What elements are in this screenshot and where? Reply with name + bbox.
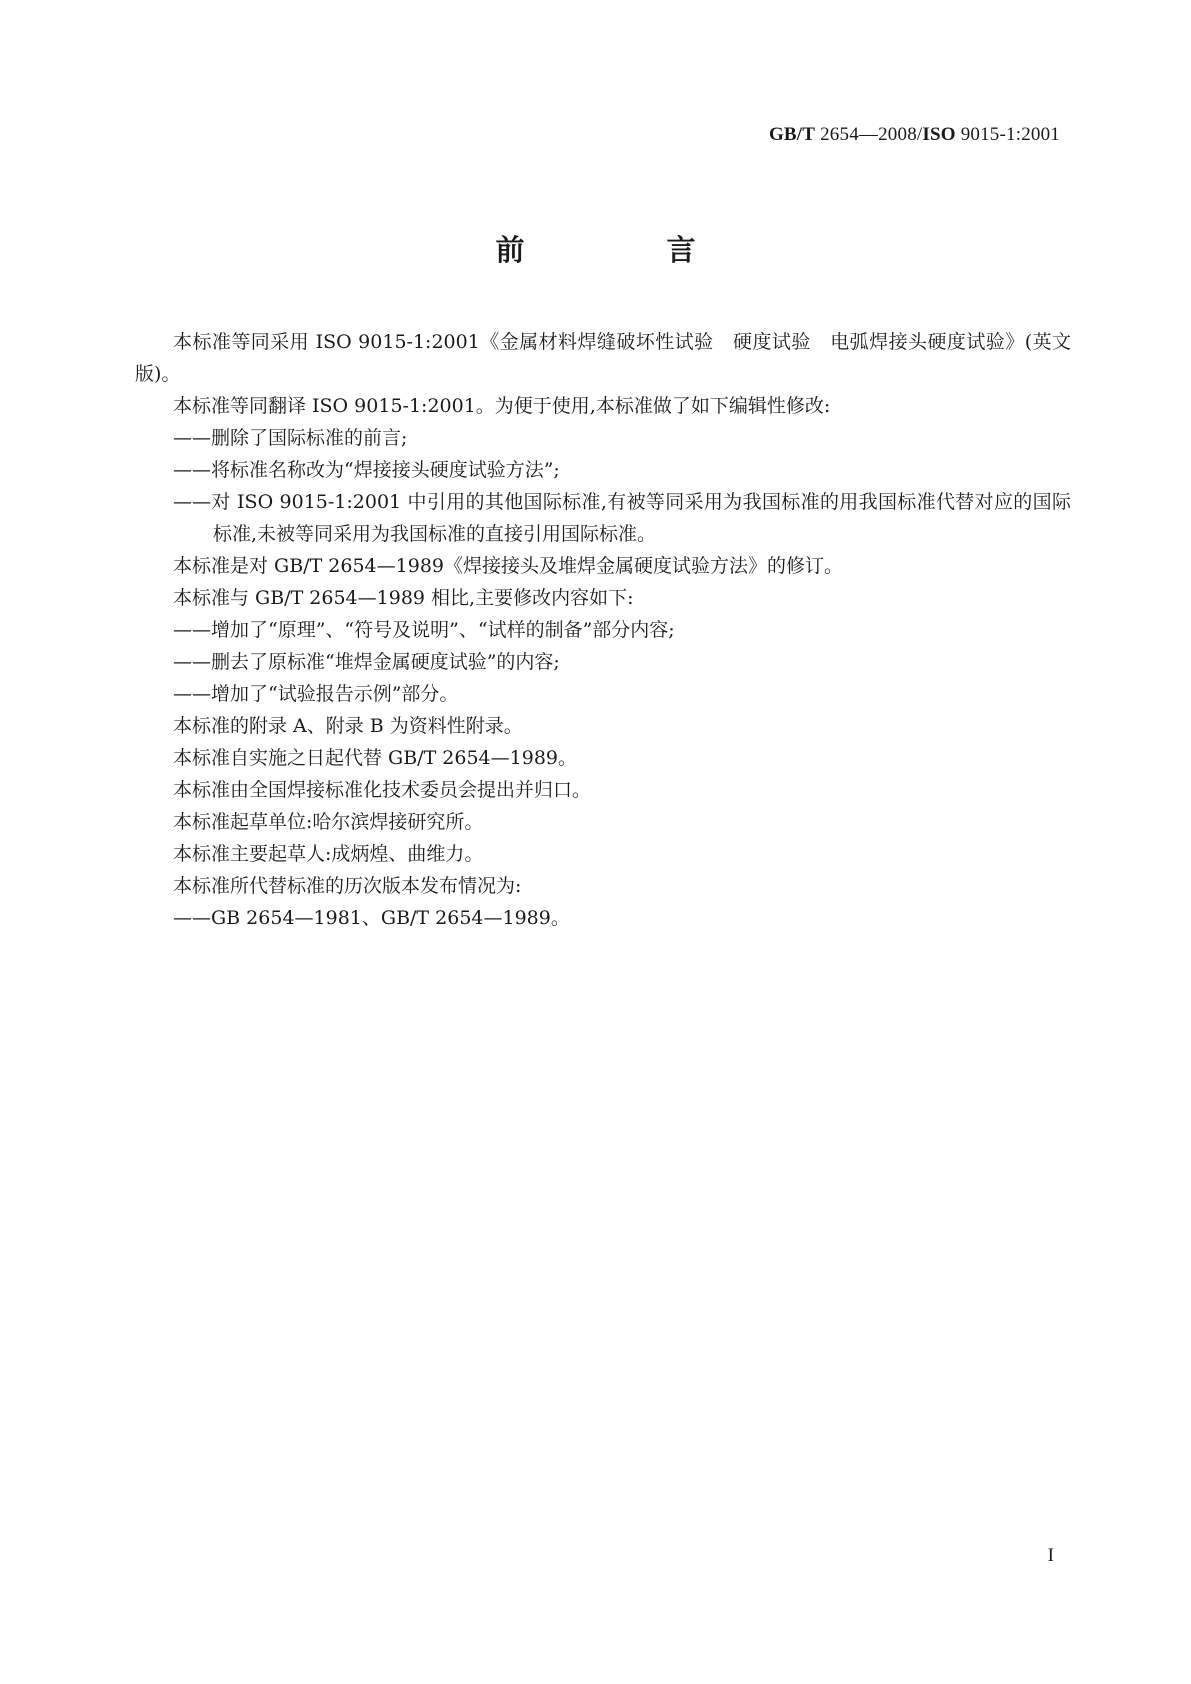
foreword-list-item: ——增加了“试验报告示例”部分。 <box>173 683 459 705</box>
foreword-paragraph: 本标准等同翻译 ISO 9015-1:2001。为便于使用,本标准做了如下编辑性修改: <box>173 395 831 417</box>
foreword-list-item: ——对 ISO 9015-1:2001 中引用的其他国际标准,有被等同采用为我国标准的用我国标准代替对应的国际标准,未被等同采用为我国标准的直接引用国际标准。 <box>173 491 1071 545</box>
foreword-paragraph: 本标准自实施之日起代替 GB/T 2654—1989。 <box>173 747 578 769</box>
foreword-paragraph: 本标准的附录 A、附录 B 为资料性附录。 <box>173 715 523 737</box>
foreword-list-item: ——删去了原标准“堆焊金属硬度试验”的内容; <box>173 651 560 673</box>
foreword-list-item: ——将标准名称改为“焊接接头硬度试验方法”; <box>173 459 560 481</box>
standard-code-iso-number: 9015-1:2001 <box>960 124 1060 145</box>
standard-code-prefix: GB/T <box>768 124 816 145</box>
standard-code-number: 2654—2008/ <box>820 124 923 145</box>
foreword-paragraph: 本标准主要起草人:成炳煌、曲维力。 <box>173 843 484 865</box>
standard-code-iso: ISO <box>922 124 956 145</box>
foreword-list-item: ——GB 2654—1981、GB/T 2654—1989。 <box>173 907 570 929</box>
foreword-paragraph: 本标准与 GB/T 2654—1989 相比,主要修改内容如下: <box>173 587 634 609</box>
foreword-paragraph: 本标准是对 GB/T 2654—1989《焊接接头及堆焊金属硬度试验方法》的修订。 <box>173 555 844 577</box>
foreword-paragraph: 本标准由全国焊接标准化技术委员会提出并归口。 <box>173 779 592 801</box>
standard-code-header <box>769 124 1060 146</box>
foreword-body <box>135 326 1071 934</box>
page-title: 前 言 <box>495 233 762 267</box>
foreword-list-item: ——删除了国际标准的前言; <box>173 427 408 449</box>
foreword-paragraph: 本标准所代替标准的历次版本发布情况为: <box>173 875 522 897</box>
page-number: I <box>1047 1545 1054 1566</box>
foreword-paragraph: 本标准等同采用 ISO 9015-1:2001《金属材料焊缝破坏性试验 硬度试验 电弧焊接头硬度试验》(英文版)。 <box>135 331 1071 385</box>
foreword-paragraph: 本标准起草单位:哈尔滨焊接研究所。 <box>173 811 484 833</box>
foreword-list-item: ——增加了“原理”、“符号及说明”、“试样的制备”部分内容; <box>173 619 675 641</box>
